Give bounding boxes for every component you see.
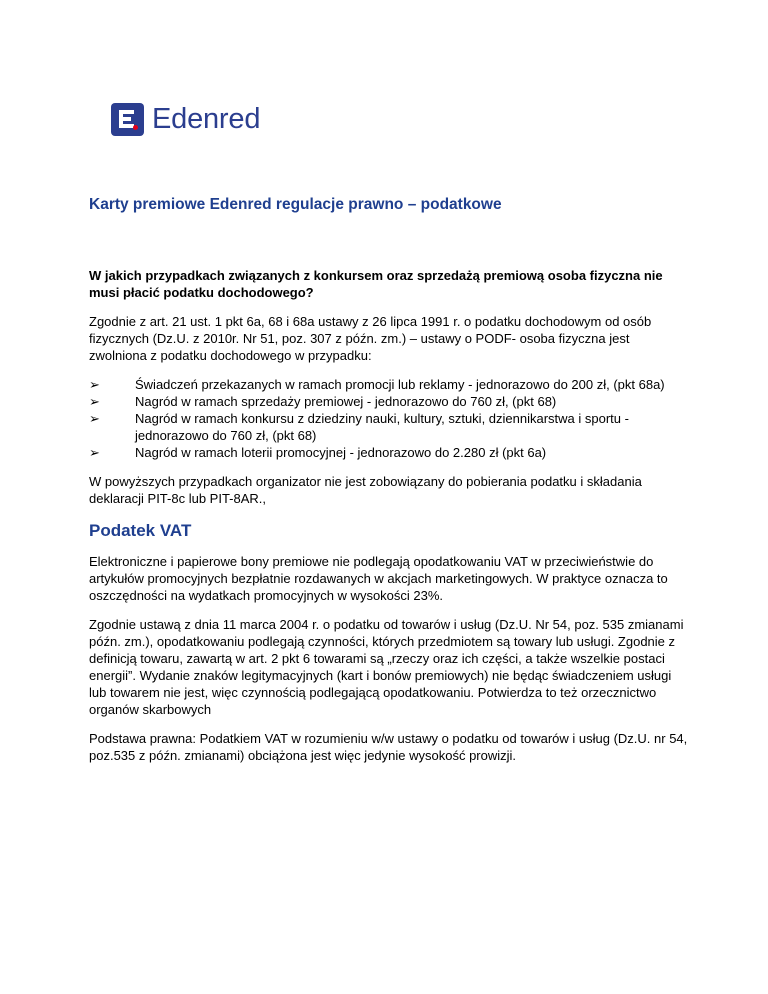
vat-paragraph-1: Elektroniczne i papierowe bony premiowe nie podlegają opodatkowaniu VAT w przeciwieństwie do artykułów promocyjnych bezpłatnie rozdawanych w akcjach marketingowych. W praktyce oznacza to oszczędności na wydatkach promocyjnych w wysokości 23%. [89, 554, 668, 603]
arrow-bullet-icon: ➢ [89, 411, 100, 426]
vat-paragraph-2: Zgodnie ustawą z dnia 11 marca 2004 r. o podatku od towarów i usług (Dz.U. Nr 54, poz. 535 zmianami późn. zm.), opodatkowaniu podlegają czynności, których przedmiotem są towary lub usługi. Zgodnie z definicją towaru, zawartą w art. 2 pkt 6 towarami są „rzeczy oraz ich części, a także wszelkie postaci energii”. Wydanie znaków legitymacyjnych (kart i bonów premiowych) nie będąc świadczeniem usługi lub towarem nie jest, więc czynnością podlegającą opodatkowaniu. Potwierdza to też orzecznictwo organów skarbowych [89, 617, 684, 717]
arrow-bullet-icon: ➢ [89, 377, 100, 392]
edenred-logo-icon [111, 103, 144, 136]
vat-section [89, 553, 689, 764]
document-body [89, 196, 689, 764]
logo-text: Edenred [152, 103, 261, 135]
exemption-list [89, 376, 689, 461]
vat-paragraph-3: Podstawa prawna: Podatkiem VAT w rozumieniu w/w ustawy o podatku od towarów i usług (Dz.U. nr 54, poz.535 z późn. zmianami) obciążona jest więc jedynie wysokość prowizji. [89, 731, 688, 763]
after-list-paragraph: W powyższych przypadkach organizator nie jest zobowiązany do pobierania podatku i składania deklaracji PIT-8c lub PIT-8AR., [89, 474, 642, 506]
intro-paragraph: Zgodnie z art. 21 ust. 1 pkt 6a, 68 i 68a ustawy z 26 lipca 1991 r. o podatku dochodowym od osób fizycznych (Dz.U. z 2010r. Nr 51, poz. 307 z późn. zm.) – ustawy o PODF- osoba fizyczna jest zwolniona z podatku dochodowego w przypadku: [89, 314, 652, 363]
list-item: ➢ Nagród w ramach sprzedaży premiowej - jednorazowo do 760 zł, (pkt 68) [89, 394, 557, 409]
arrow-bullet-icon: ➢ [89, 394, 100, 409]
question-heading: W jakich przypadkach związanych z konkursem oraz sprzedażą premiową osoba fizyczna nie musi płacić podatku dochodowego? [89, 268, 663, 300]
list-item: ➢ Nagród w ramach konkursu z dziedziny nauki, kultury, sztuki, dziennikarstwa i sportu - jednorazowo do 760 zł, (pkt 68) [89, 411, 629, 443]
page-title: Karty premiowe Edenred regulacje prawno – podatkowe [89, 196, 502, 213]
vat-heading: Podatek VAT [89, 521, 192, 540]
edenred-logo [111, 103, 260, 136]
list-item: ➢ Świadczeń przekazanych w ramach promocji lub reklamy - jednorazowo do 200 zł, (pkt 68a) [89, 377, 665, 392]
arrow-bullet-icon: ➢ [89, 445, 100, 460]
list-item: ➢ Nagród w ramach loterii promocyjnej - jednorazowo do 2.280 zł (pkt 6a) [89, 445, 547, 460]
